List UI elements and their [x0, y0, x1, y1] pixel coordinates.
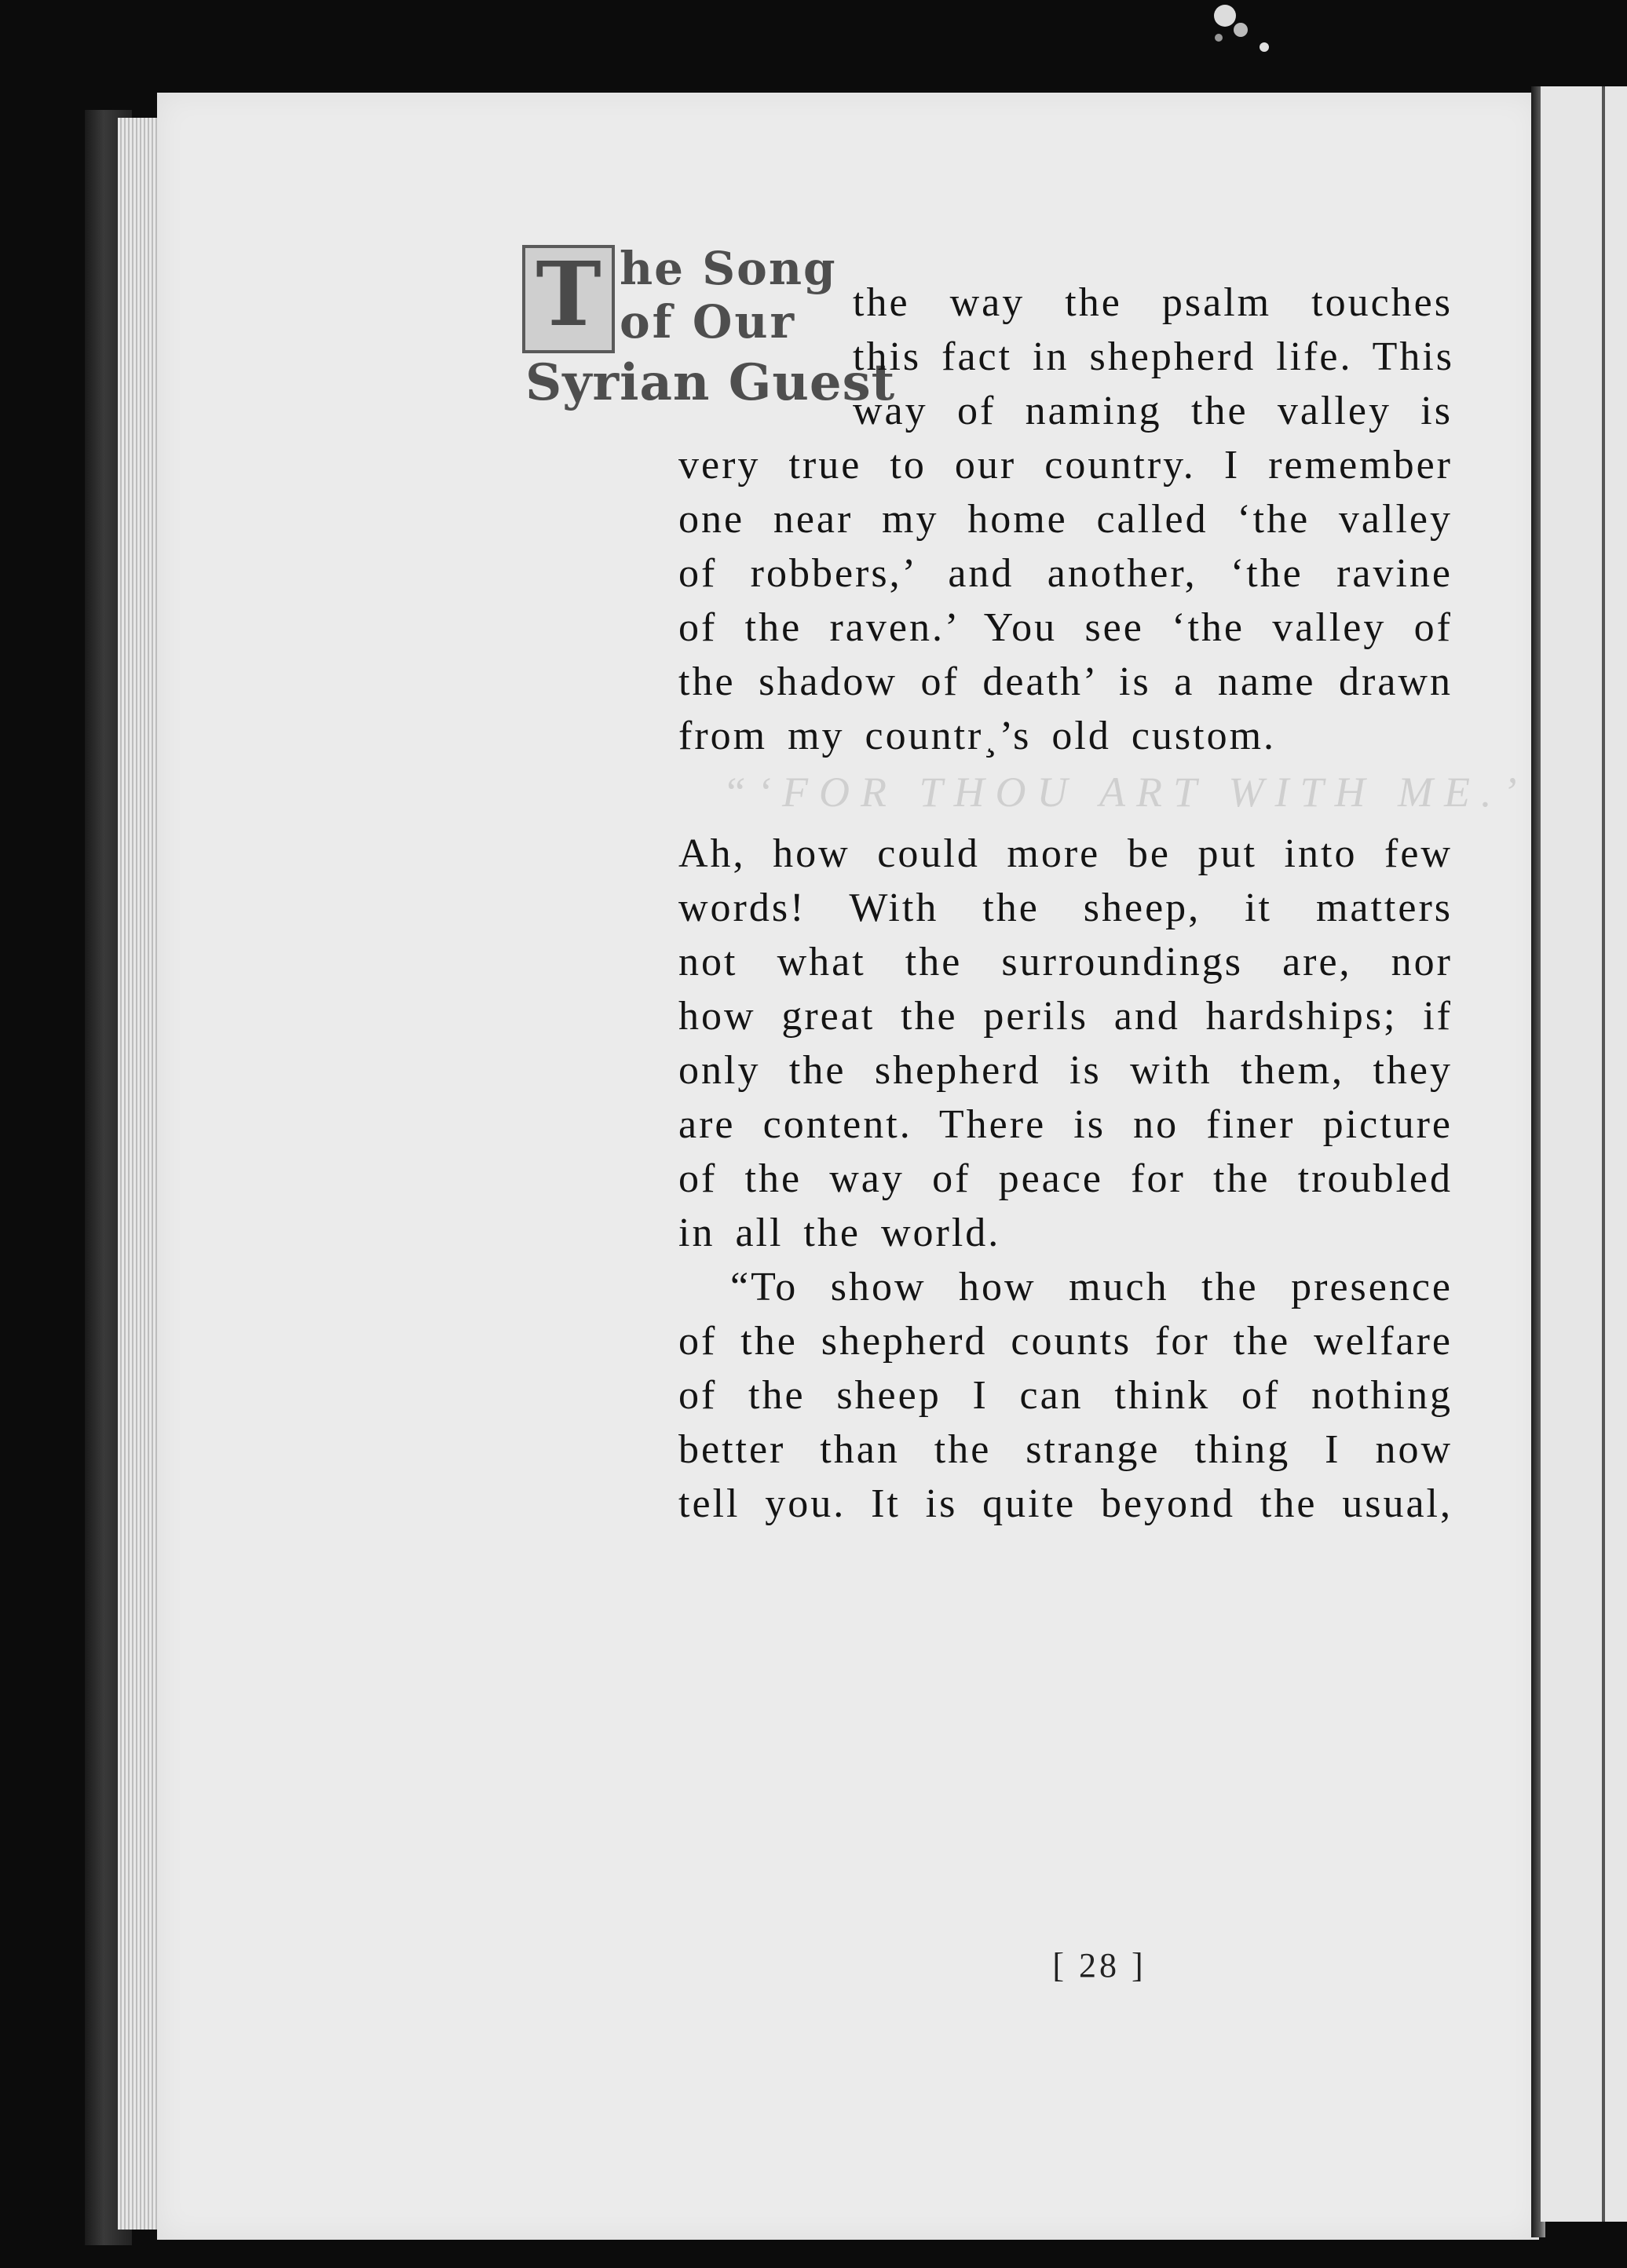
section-heading: “‘FOR THOU ART WITH ME.’ — [722, 769, 1528, 816]
text-line: the shadow of death’ is a name drawn — [678, 659, 1453, 704]
text-line: very true to our country. I remember — [678, 443, 1453, 488]
text-line: Ah, how could more be put into few — [678, 831, 1453, 876]
text-line: words! With the sheep, it matters — [678, 886, 1453, 930]
emblem-initial: T — [522, 245, 615, 353]
text-line: one near my home called ‘the valley — [678, 497, 1453, 542]
text-line: of the way of peace for the troubled — [678, 1156, 1453, 1201]
text-line: this fact in shepherd life. This — [853, 334, 1455, 379]
text-line: of the shepherd counts for the welfare — [678, 1319, 1453, 1364]
text-line: the way the psalm touches — [853, 280, 1453, 325]
text-line: tell you. It is quite beyond the usual, — [678, 1481, 1453, 1526]
facing-page-edge — [1541, 86, 1627, 2222]
text-line: only the shepherd is with them, they — [678, 1048, 1453, 1093]
emblem-line-1: he Song — [620, 242, 837, 295]
text-line: way of naming the valley is — [853, 389, 1453, 433]
facing-page-border — [1602, 86, 1605, 2222]
text-line: from my countr¸’s old custom. — [678, 714, 1277, 758]
running-head-emblem — [522, 236, 896, 432]
text-line: how great the perils and hardships; if — [678, 994, 1453, 1039]
emblem-line-2: of Our — [620, 295, 797, 349]
page-number: [ 28 ] — [1052, 1946, 1146, 1985]
text-line: are content. There is no finer picture — [678, 1102, 1453, 1147]
text-line: better than the strange thing I now — [678, 1427, 1453, 1472]
dust-specks — [1209, 0, 1335, 55]
text-line: of the sheep I can think of nothing — [678, 1373, 1453, 1418]
emblem-line-3: Syrian Guest — [525, 353, 896, 412]
text-line: “To show how much the presence — [730, 1265, 1453, 1309]
text-line: not what the surroundings are, nor — [678, 940, 1453, 984]
text-line: in all the world. — [678, 1211, 1001, 1255]
text-line: of robbers,’ and another, ‘the ravine — [678, 551, 1453, 596]
text-line: of the raven.’ You see ‘the valley of — [678, 605, 1453, 650]
